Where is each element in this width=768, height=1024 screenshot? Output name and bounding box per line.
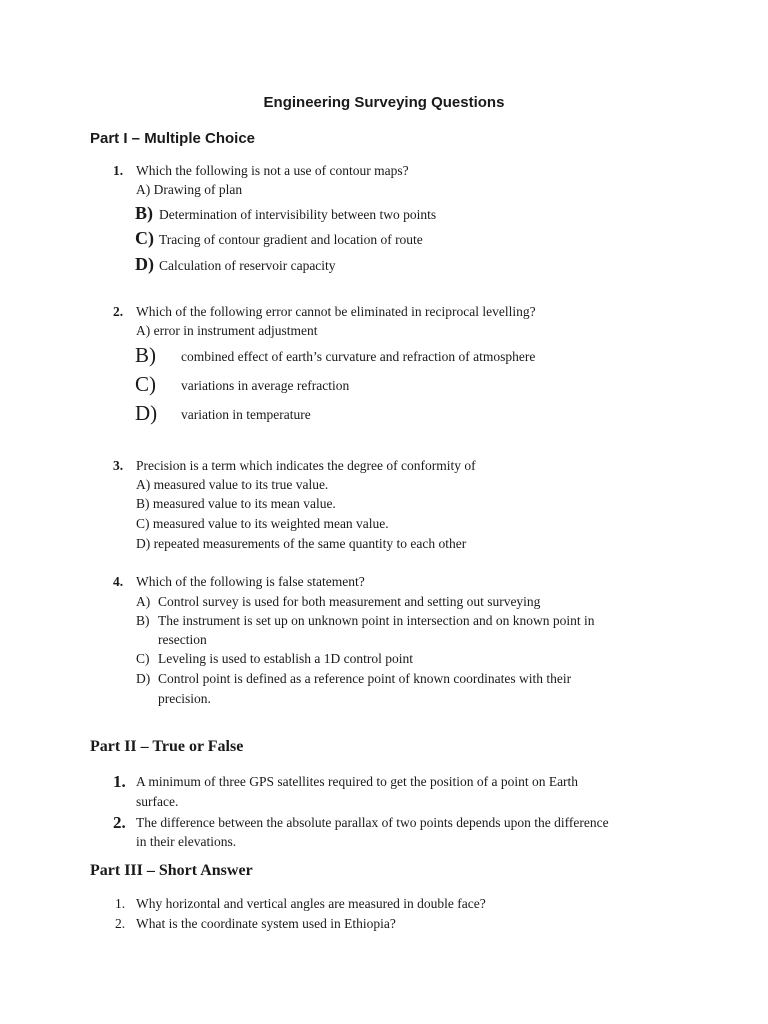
- q2-option-c-letter: C): [135, 372, 156, 396]
- q3-text: Precision is a term which indicates the degree of conformity of: [136, 458, 476, 473]
- q4-option-d-line2: precision.: [158, 691, 211, 706]
- q2-text: Which of the following error cannot be eliminated in reciprocal levelling?: [136, 304, 536, 319]
- document-title: Engineering Surveying Questions: [263, 94, 505, 111]
- q2-option-b-letter: B): [135, 343, 156, 367]
- q3-option-d: D) repeated measurements of the same quantity to each other: [136, 536, 467, 551]
- tf-item-2-number: 2.: [113, 813, 126, 832]
- q1-option-d-letter: D): [135, 254, 154, 274]
- q4-option-b-letter: B): [136, 613, 150, 628]
- tf-item-2-line1: The difference between the absolute parallax of two points depends upon the difference: [136, 815, 609, 830]
- sa-item-1-text: Why horizontal and vertical angles are measured in double face?: [136, 896, 486, 911]
- q4-option-b-line2: resection: [158, 632, 207, 647]
- part3-heading: Part III – Short Answer: [90, 862, 253, 879]
- q1-number: 1.: [113, 163, 124, 178]
- q4-number: 4.: [113, 574, 124, 589]
- q3-option-a: A) measured value to its true value.: [136, 477, 329, 492]
- q2-option-c-text: variations in average refraction: [181, 378, 350, 393]
- tf-item-1-line1: A minimum of three GPS satellites required to get the position of a point on Earth: [136, 774, 579, 789]
- part1-heading: Part I – Multiple Choice: [90, 130, 256, 147]
- q3-number: 3.: [113, 458, 124, 473]
- q4-text: Which of the following is false statement?: [136, 574, 365, 589]
- q1-option-c-text: Tracing of contour gradient and location of route: [159, 232, 423, 247]
- q4-option-c-letter: C): [136, 651, 150, 666]
- tf-item-2-line2: in their elevations.: [136, 834, 237, 849]
- q4-option-b-line1: The instrument is set up on unknown point in intersection and on known point in: [158, 613, 595, 628]
- sa-item-2-text: What is the coordinate system used in Ethiopia?: [136, 916, 396, 931]
- tf-item-1-number: 1.: [113, 772, 126, 791]
- q2-option-d-text: variation in temperature: [181, 407, 311, 422]
- q2-number: 2.: [113, 304, 124, 319]
- sa-item-2-number: 2.: [115, 916, 126, 931]
- q1-option-c-letter: C): [135, 228, 154, 248]
- q3-option-c: C) measured value to its weighted mean value.: [136, 516, 389, 531]
- q2-option-b-text: combined effect of earth’s curvature and refraction of atmosphere: [181, 349, 536, 364]
- q4-option-a-letter: A): [136, 594, 151, 609]
- q1-option-a: A) Drawing of plan: [136, 182, 243, 197]
- sa-item-1-number: 1.: [115, 896, 126, 911]
- part2-heading: Part II – True or False: [90, 738, 244, 755]
- q4-option-a-text: Control survey is used for both measurement and setting out surveying: [158, 594, 541, 609]
- q3-option-b: B) measured value to its mean value.: [136, 496, 336, 511]
- q1-option-b-letter: B): [135, 203, 153, 223]
- q4-option-d-line1: Control point is defined as a reference point of known coordinates with their: [158, 671, 572, 686]
- q2-option-a: A) error in instrument adjustment: [136, 323, 318, 338]
- tf-item-1-line2: surface.: [136, 794, 179, 809]
- q4-option-d-letter: D): [136, 671, 151, 686]
- q2-option-d-letter: D): [135, 401, 158, 425]
- q4-option-c-text: Leveling is used to establish a 1D control point: [158, 651, 413, 666]
- q1-text: Which the following is not a use of contour maps?: [136, 163, 409, 178]
- q1-option-b-text: Determination of intervisibility between two points: [159, 207, 437, 222]
- q1-option-d-text: Calculation of reservoir capacity: [159, 258, 336, 273]
